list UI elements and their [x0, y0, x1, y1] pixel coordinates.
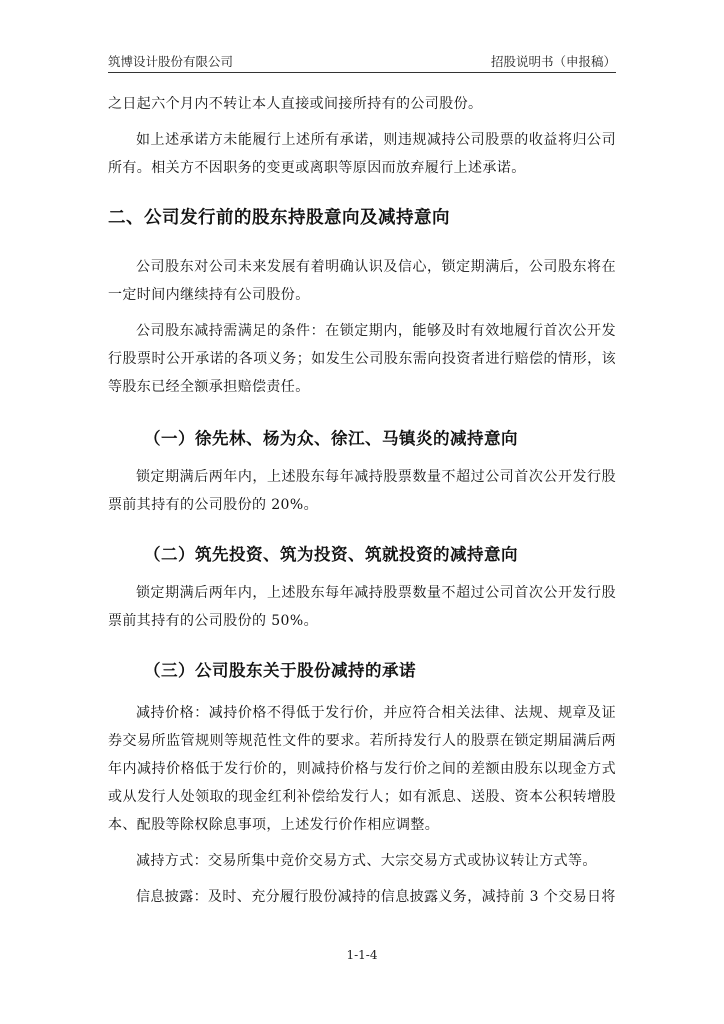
- paragraph-reduction-conditions: 公司股东减持需满足的条件：在锁定期内，能够及时有效地履行首次公开发行股票时公开承诺的各项义务；如发生公司股东需向投资者进行赔偿的情形，该等股东已经全额承担赔偿责任。: [108, 323, 616, 395]
- header-document-type: 招股说明书（申报稿）: [490, 54, 616, 69]
- page-content: [108, 88, 616, 911]
- paragraph-reduction-price: 减持价格：减持价格不得低于发行价，并应符合相关法律、法规、规章及证券交易所监管规则等规范性文件的要求。若所持发行人的股票在锁定期届满后两年内减持价格低于发行价的，则减持价格与发行价之间的差额由股东以现金方式或从发行人处领取的现金红利补偿给发行人；如有派息、送股、资本公积转增股本、配股等除权除息事项，上述发行价作相应调整。: [108, 705, 616, 833]
- paragraph-continued: 之日起六个月内不转让本人直接或间接所持有的公司股份。: [108, 96, 483, 112]
- section-title-shareholding-intent: 二、公司发行前的股东持股意向及减持意向: [108, 208, 450, 228]
- header-company-name: 筑博设计股份有限公司: [108, 54, 234, 69]
- paragraph-individual-limit: 锁定期满后两年内，上述股东每年减持股票数量不超过公司首次公开发行股票前其持有的公司股份的 20%。: [108, 469, 616, 513]
- page-header: [108, 50, 616, 72]
- paragraph-information-disclosure: 信息披露：及时、充分履行股份减持的信息披露义务，减持前 3 个交易日将: [136, 889, 616, 905]
- page-number: 1-1-4: [346, 948, 378, 962]
- paragraph-shareholder-confidence: 公司股东对公司未来发展有着明确认识及信心，锁定期满后，公司股东将在一定时间内继续持有公司股份。: [108, 259, 616, 303]
- header-divider: [108, 72, 616, 73]
- subsection-title-reduction-commitment: （三）公司股东关于股份减持的承诺: [144, 661, 416, 680]
- paragraph-commitment-breach: 如上述承诺方未能履行上述所有承诺，则违规减持公司股票的收益将归公司所有。相关方不因职务的变更或离职等原因而放弃履行上述承诺。: [108, 132, 616, 176]
- paragraph-reduction-method: 减持方式：交易所集中竞价交易方式、大宗交易方式或协议转让方式等。: [136, 853, 597, 869]
- subsection-title-individual-shareholders: （一）徐先林、杨为众、徐江、马镇炎的减持意向: [144, 429, 518, 448]
- paragraph-entity-limit: 锁定期满后两年内，上述股东每年减持股票数量不超过公司首次公开发行股票前其持有的公司股份的 50%。: [108, 585, 616, 629]
- subsection-title-investment-entities: （二）筑先投资、筑为投资、筑就投资的减持意向: [144, 545, 518, 564]
